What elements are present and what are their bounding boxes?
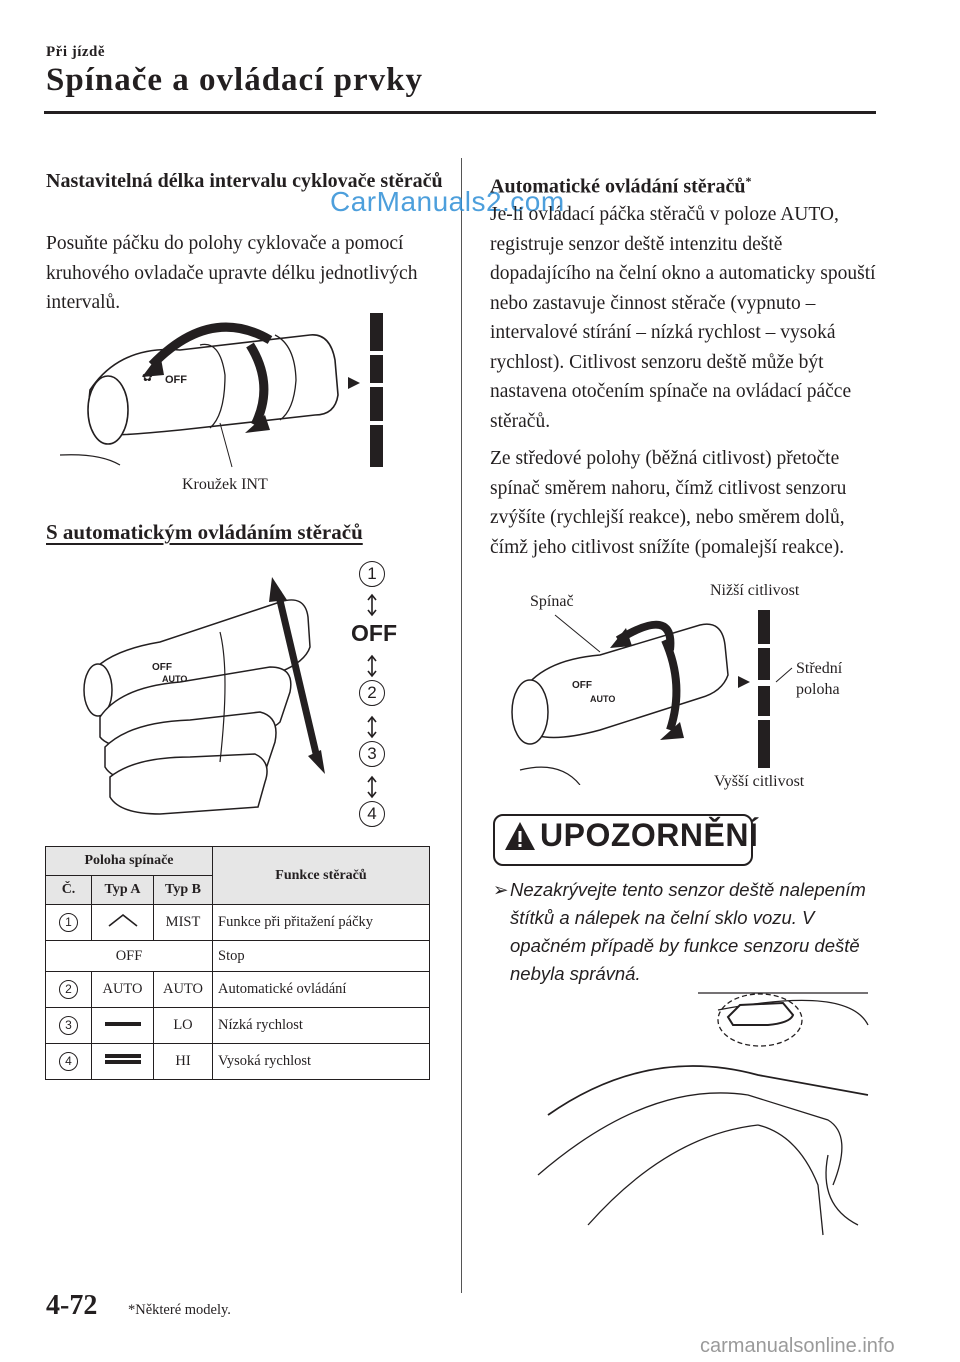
table-cell: OFF [46, 941, 213, 972]
row-number: 3 [59, 1016, 78, 1035]
warning-triangle-icon [504, 821, 536, 851]
page-number: 4-72 [46, 1290, 98, 1321]
switch-label: Spínač [530, 593, 574, 610]
table-header-type-b: Typ B [154, 876, 213, 905]
windshield-sensor-figure [528, 985, 873, 1245]
higher-sensitivity-label: Vyšší citlivost [714, 773, 805, 790]
svg-text:✿: ✿ [142, 370, 153, 385]
table-cell: Vysoká rychlost [213, 1044, 430, 1080]
table-cell: HI [154, 1044, 213, 1080]
lower-sensitivity-label: Nižší citlivost [710, 582, 800, 599]
column-divider [461, 158, 462, 1293]
row-number: 1 [59, 913, 78, 932]
table-cell: AUTO [92, 972, 154, 1008]
position-marker-off: OFF [351, 620, 397, 646]
table-cell: Automatické ovládání [213, 972, 430, 1008]
row-number: 2 [59, 980, 78, 999]
auto-subheading: S automatickým ovládáním stěračů [46, 520, 363, 544]
table-cell: LO [154, 1008, 213, 1044]
header-divider [44, 111, 876, 114]
fig3-off-text: OFF [572, 680, 592, 691]
table-row [46, 972, 430, 1008]
table-cell: Funkce při přitažení páčky [213, 905, 430, 941]
warning-text: Nezakrývejte tento senzor deště nalepením štítků a nálepek na čelní sklo vozu. V opačném případě by funkce senzoru deště nebyla správná. [510, 879, 866, 984]
high-speed-bars-icon [103, 1052, 143, 1066]
table-header-position: Poloha spínače [46, 847, 213, 876]
switch-positions-table [45, 846, 430, 1080]
section-label: Při jízdě [46, 44, 106, 60]
sensitivity-switch-figure [500, 600, 843, 785]
fig2-auto-text: AUTO [162, 674, 188, 684]
table-cell: Nízká rychlost [213, 1008, 430, 1044]
fig2-off-text: OFF [152, 662, 172, 673]
table-cell: MIST [154, 905, 213, 941]
middle-position-label-2: poloha [796, 681, 840, 698]
int-ring-figure [60, 305, 400, 475]
table-cell: Stop [213, 941, 430, 972]
mist-symbol-icon [106, 912, 140, 928]
watermark: CarManuals2.com [330, 186, 565, 217]
middle-position-label-1: Střední [796, 660, 843, 677]
right-paragraph-2: Ze středové polohy (běžná citlivost) přetočte spínač směrem nahoru, čímž citlivost senzoru zvýšíte (rychlejší reakce), nebo směrem dolů, čímž jeho citlivost snížíte (pomalejší reakce). [490, 448, 847, 558]
table-cell: AUTO [154, 972, 213, 1008]
position-marker-2: 2 [359, 680, 385, 706]
position-marker-3: 3 [359, 741, 385, 767]
table-row [46, 905, 430, 941]
table-row [46, 941, 430, 972]
position-marker-4: 4 [359, 801, 385, 827]
fig3-auto-text: AUTO [590, 694, 616, 704]
fig1-off-text: OFF [165, 374, 187, 386]
footnote: *Některé modely. [128, 1302, 231, 1318]
table-header-no: Č. [46, 876, 92, 905]
table-header-function: Funkce stěračů [213, 847, 430, 905]
warning-title: UPOZORNĚNÍ [540, 817, 759, 853]
int-ring-label: Kroužek INT [182, 476, 268, 493]
page-title: Spínače a ovládací prvky [46, 62, 423, 98]
left-paragraph: Posuňte páčku do polohy cyklovače a pomocí kruhového ovladače upravte délku jednotlivých intervalů. [46, 233, 418, 313]
right-heading: Automatické ovládání stěračů* [490, 174, 752, 198]
warning-item [493, 876, 873, 988]
left-heading: Nastavitelná délka intervalu cyklovače stěračů [46, 170, 443, 192]
position-marker-1: 1 [359, 561, 385, 587]
row-number: 4 [59, 1052, 78, 1071]
site-watermark: carmanualsonline.info [700, 1335, 895, 1357]
right-paragraph-1: Je-li ovládací páčka stěračů v poloze AUTO, registruje senzor deště intenzitu deště dopadajícího na čelní okno a automaticky spouští nebo zastavuje činnost stěrače (vypnuto – intervalové stírání – nízká rychlost – vysoká rychlost). Citlivost senzoru deště může být nastavena otočením spínače na ovládací páčce stěračů. [490, 204, 876, 432]
table-row [46, 1008, 430, 1044]
low-speed-bar-icon [103, 1019, 143, 1029]
table-header-type-a: Typ A [92, 876, 154, 905]
bullet-arrow-icon: ➢ [493, 879, 509, 900]
table-row [46, 1044, 430, 1080]
